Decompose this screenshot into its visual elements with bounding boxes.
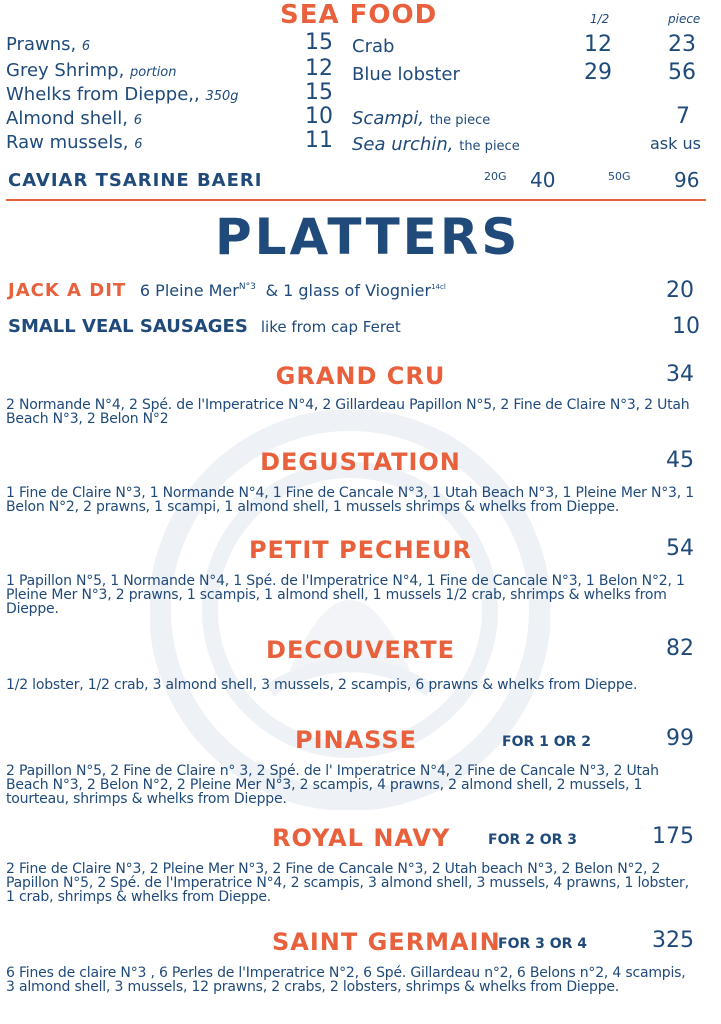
caviar-name: CAVIAR TSARINE BAERI bbox=[8, 170, 263, 191]
platter-description: 2 Normande N°4, 2 Spé. de l'Imperatrice N°4, 2 Gillardeau Papillon N°5, 2 Fine de Claire N°3, 2 Utah Beach N°3, 2 Belon N°2 bbox=[6, 397, 690, 427]
platter-price: 34 bbox=[666, 362, 694, 387]
seafood-item-price: 15 bbox=[305, 30, 333, 55]
platter-price: 54 bbox=[666, 536, 694, 561]
platter-price: 175 bbox=[652, 824, 694, 849]
seafood-item-note: 6 bbox=[134, 137, 143, 152]
seafood-piece-price: ask us bbox=[650, 134, 701, 153]
seafood-half-price: 29 bbox=[584, 60, 612, 85]
seafood-item-name: Crab bbox=[352, 36, 395, 57]
seafood-item-name: Raw mussels, bbox=[6, 132, 135, 153]
seafood-item-note: 6 bbox=[81, 39, 91, 54]
jack-a-dit-sup2: 14cl bbox=[431, 283, 446, 291]
seafood-item bbox=[6, 60, 177, 81]
seafood-item-price: 12 bbox=[305, 56, 333, 81]
sausages-row bbox=[8, 316, 401, 337]
seafood-piece-item bbox=[352, 134, 520, 155]
seafood-item-price: 15 bbox=[305, 80, 333, 105]
seafood-piece-note: the piece bbox=[459, 139, 520, 154]
platter-price: 82 bbox=[666, 636, 694, 661]
platter-description: 6 Fines de claire N°3 , 6 Perles de l'Imperatrice N°2, 6 Spé. Gillardeau n°2, 6 Belons n°2, 4 scampis, 3 almond shell, 3 mussels, 12 prawns, 2 crabs, 2 lobsters, shrimps & whelks from Dieppe. bbox=[6, 965, 686, 995]
seafood-item bbox=[6, 84, 239, 105]
platter-description: 1 Fine de Claire N°3, 1 Normande N°4, 1 Fine de Cancale N°3, 1 Utah Beach N°3, 1 Pleine Mer N°3, 1 Belon N°2, 2 prawns, 1 scampi, 1 almond shell, 1 mussels shrimps & whelks from Dieppe. bbox=[6, 485, 694, 515]
seafood-half-price: 12 bbox=[584, 32, 612, 57]
seafood-piece-name: Sea urchin, bbox=[352, 134, 460, 155]
platter-description: 1/2 lobster, 1/2 crab, 3 almond shell, 3 mussels, 2 scampis, 6 prawns & whelks from Dieppe. bbox=[6, 677, 638, 693]
seafood-piece-note: the piece bbox=[429, 113, 491, 128]
seafood-item-note: portion bbox=[130, 65, 177, 80]
platter-description: 1 Papillon N°5, 1 Normande N°4, 1 Spé. de l'Imperatrice N°4, 1 Fine de Cancale N°3, 1 Belon N°2, 1 Pleine Mer N°3, 2 prawns, 1 scampis, 1 almond shell, 1 mussels 1/2 crab, shrimps & whelks from Dieppe. bbox=[6, 573, 685, 617]
seafood-item bbox=[6, 34, 90, 55]
seafood-item-name: Prawns, bbox=[6, 34, 82, 55]
seafood-piece-price: 56 bbox=[668, 60, 696, 85]
platter-description: 2 Papillon N°5, 2 Fine de Claire n° 3, 2 Spé. de l' Imperatrice N°4, 2 Fine de Cancale N°3, 2 Utah Beach N°3, 2 Belon N°2, 2 Pleine Mer N°3, 2 scampis, 4 prawns, 2 almond shell, 2 mussels, 1 tourteau, shrimps & whelks from Dieppe. bbox=[6, 763, 659, 807]
platters-title: PLATTERS bbox=[215, 208, 521, 266]
platter-price: 325 bbox=[652, 928, 694, 953]
platter-name: SAINT GERMAIN bbox=[272, 928, 501, 956]
seafood-item-note: 6 bbox=[133, 113, 143, 128]
sausages-name: SMALL VEAL SAUSAGES bbox=[8, 316, 248, 337]
seafood-item-price: 11 bbox=[305, 128, 333, 153]
seafood-piece-item bbox=[352, 108, 490, 129]
platter-price: 99 bbox=[666, 726, 694, 751]
piece-column-header: piece bbox=[668, 12, 701, 26]
jack-a-dit-price: 20 bbox=[666, 278, 694, 303]
seafood-item-price: 10 bbox=[305, 104, 333, 129]
seafood-piece-price: 23 bbox=[668, 32, 696, 57]
caviar-price-small: 40 bbox=[530, 168, 556, 192]
jack-a-dit-name: JACK A DIT bbox=[8, 280, 127, 301]
sausages-desc: like from cap Feret bbox=[260, 318, 401, 336]
seafood-piece-price: 7 bbox=[676, 104, 690, 129]
caviar-price-large: 96 bbox=[674, 168, 700, 192]
caviar-size-large: 50G bbox=[608, 170, 631, 183]
sausages-price: 10 bbox=[672, 314, 700, 339]
platter-name: DEGUSTATION bbox=[260, 448, 461, 476]
platter-name: GRAND CRU bbox=[275, 362, 446, 390]
seafood-title: SEA FOOD bbox=[280, 0, 438, 30]
jack-a-dit-desc2: & 1 glass of Viognier bbox=[265, 281, 432, 300]
platter-serves: FOR 2 OR 3 bbox=[488, 832, 578, 848]
seafood-piece-name: Scampi, bbox=[352, 108, 430, 129]
half-column-header: 1/2 bbox=[590, 12, 610, 26]
platter-name: PETIT PECHEUR bbox=[248, 536, 473, 564]
platter-serves: FOR 3 OR 4 bbox=[498, 936, 588, 952]
seafood-item-name: Whelks from Dieppe,, bbox=[6, 84, 206, 105]
jack-a-dit-sup: N°3 bbox=[238, 282, 256, 292]
seafood-item bbox=[6, 108, 142, 129]
seafood-item-name: Grey Shrimp, bbox=[6, 60, 131, 81]
section-divider bbox=[6, 199, 706, 201]
jack-a-dit-row bbox=[8, 280, 446, 301]
platter-serves: FOR 1 OR 2 bbox=[502, 734, 592, 750]
platter-name: DECOUVERTE bbox=[266, 636, 455, 664]
platter-price: 45 bbox=[666, 448, 694, 473]
platter-name: ROYAL NAVY bbox=[272, 824, 451, 852]
platter-description: 2 Fine de Claire N°3, 2 Pleine Mer N°3, 2 Fine de Cancale N°3, 2 Utah beach N°3, 2 Belon N°2, 2 Papillon N°5, 2 Spé. de l'Imperatrice N°4, 2 scampis, 3 almond shell, 3 mussels, 4 prawns, 1 lobster, 1 crab, shrimps & whelks from Dieppe. bbox=[6, 861, 689, 905]
seafood-item bbox=[6, 132, 142, 153]
platter-name: PINASSE bbox=[295, 726, 418, 754]
jack-a-dit-desc: 6 Pleine Mer bbox=[139, 281, 239, 300]
caviar-size-small: 20G bbox=[484, 170, 507, 183]
seafood-item-note: 350g bbox=[205, 89, 239, 104]
seafood-item-name: Blue lobster bbox=[352, 64, 460, 85]
seafood-item-name: Almond shell, bbox=[6, 108, 134, 129]
